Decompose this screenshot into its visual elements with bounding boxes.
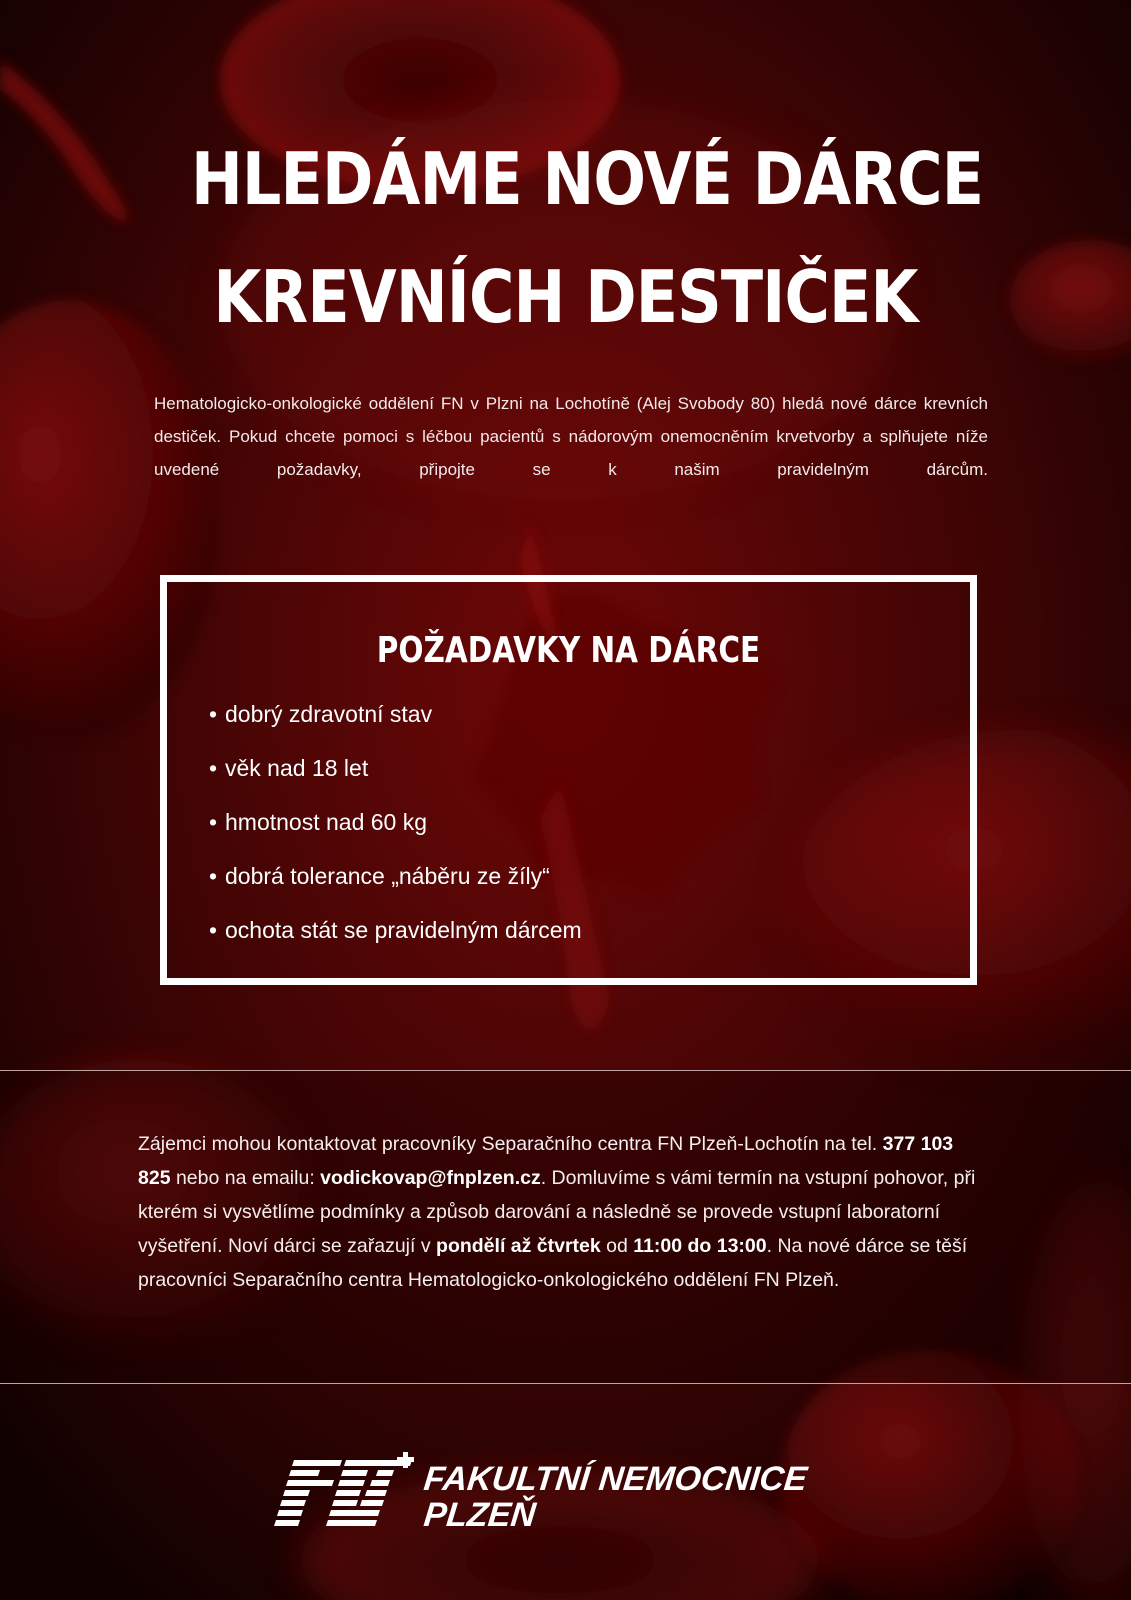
- bullet: •: [209, 809, 218, 835]
- contact-text-3: . Domluvíme s vámi termín na vstupní pohovor, při kterém si vysvětlíme podmínky a způsob darování a následně se provede vstupní laboratorní vyšetření. Noví dárci se zařazují v: [138, 1167, 976, 1257]
- bullet: •: [209, 755, 218, 781]
- fn-plzen-logo-icon: [272, 1452, 422, 1532]
- hospital-logo: [272, 1452, 872, 1542]
- requirements-list: [209, 687, 582, 957]
- contact-text-2: nebo na emailu:: [170, 1167, 321, 1189]
- list-item-text: hmotnost nad 60 kg: [225, 809, 428, 835]
- contact-text-4: od: [600, 1235, 634, 1257]
- list-item: [209, 687, 582, 741]
- contact-phone: 377 103 825: [138, 1133, 954, 1189]
- bullet: •: [209, 917, 218, 943]
- requirements-title: POŽADAVKY NA DÁRCE: [376, 630, 761, 671]
- logo-text-line-2: PLZEŇ: [422, 1496, 538, 1534]
- list-item: [209, 741, 582, 795]
- bullet: •: [209, 701, 218, 727]
- list-item-text: ochota stát se pravidelným dárcem: [225, 917, 582, 943]
- contact-text-5: . Na nové dárce se těší pracovníci Separačního centra Hematologicko-onkologického oddělení FN Plzeň.: [138, 1235, 968, 1291]
- list-item-text: věk nad 18 let: [225, 755, 369, 781]
- list-item: [209, 903, 582, 957]
- list-item-text: dobrý zdravotní stav: [225, 701, 433, 727]
- intro-paragraph: [154, 387, 988, 486]
- intro-text: Hematologicko-onkologické oddělení FN v Plzni na Lochotíně (Alej Svobody 80) hledá nové dárce krevních destiček. Pokud chcete pomoci s léčbou pacientů s nádorovým onemocněním krvetvorby a splňujete níže uvedené požadavky, připojte se k našim pravidelným dárcům.: [154, 394, 988, 479]
- contact-email: vodickovap@fnplzen.cz: [320, 1167, 541, 1189]
- headline-line-2: KREVNÍCH DESTIČEK: [213, 255, 918, 339]
- bullet: •: [209, 863, 218, 889]
- divider-bottom: [0, 1383, 1131, 1384]
- headline-line-1: HLEDÁME NOVÉ DÁRCE: [190, 137, 984, 221]
- list-item: [209, 849, 582, 903]
- requirements-box: [160, 575, 977, 985]
- logo-text-line-1: FAKULTNÍ NEMOCNICE: [422, 1460, 809, 1498]
- contact-text-1: Zájemci mohou kontaktovat pracovníky Separačního centra FN Plzeň-Lochotín na tel.: [138, 1133, 883, 1155]
- list-item: [209, 795, 582, 849]
- divider-top: [0, 1070, 1131, 1071]
- contact-days: pondělí až čtvrtek: [436, 1235, 601, 1257]
- contact-paragraph: [138, 1127, 988, 1297]
- contact-hours: 11:00 do 13:00: [633, 1235, 767, 1257]
- list-item-text: dobrá tolerance „náběru ze žíly“: [225, 863, 550, 889]
